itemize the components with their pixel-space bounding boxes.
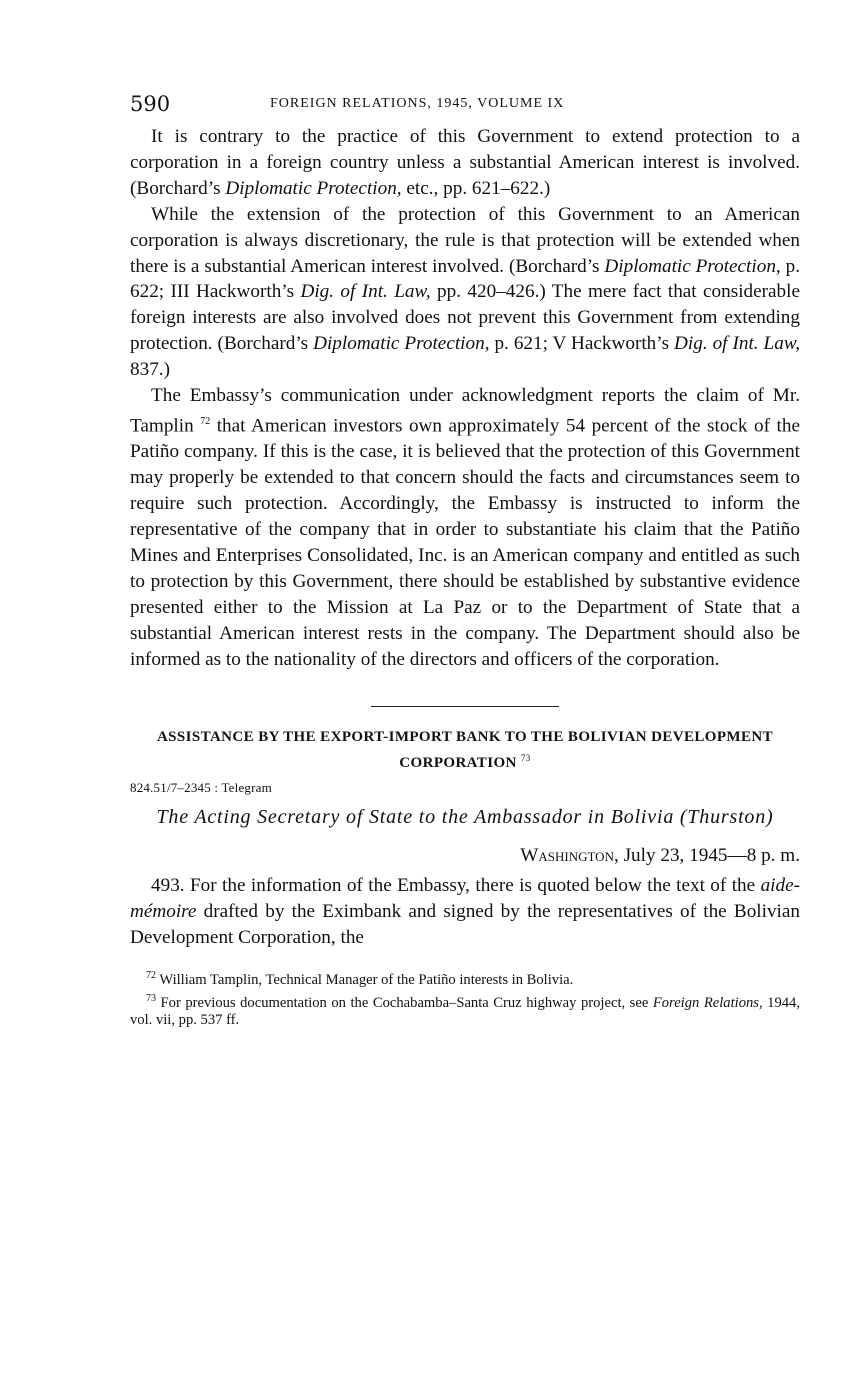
dateline-date: , July 23, 1945—8 p. m.	[613, 845, 800, 867]
text-run: While the extension of the protection of this Government to an American corporation is always discretionary, the rule is that protection will be extended when there is a substantial American interest involved. (Borchard’s	[130, 203, 800, 277]
text-run: etc., pp. 621–622.)	[401, 177, 551, 199]
text-run: 1944, vol. vii, pp. 537 ff.	[130, 994, 800, 1028]
paragraph	[130, 124, 800, 202]
footnote-marker: 73	[520, 753, 531, 764]
section-heading-text: ASSISTANCE BY THE EXPORT-IMPORT BANK TO THE BOLIVIAN DEVELOPMENT CORPORATION	[156, 729, 774, 772]
paragraph	[130, 383, 800, 672]
footnote	[130, 967, 800, 989]
footnote-marker: 72	[200, 415, 211, 427]
footnotes	[130, 967, 800, 1029]
document-title: The Acting Secretary of State to the Ambassador in Bolivia (Thurston)	[156, 806, 774, 829]
document-page	[130, 88, 800, 1029]
italic-text: Foreign Relations,	[652, 994, 763, 1011]
page-number: 590	[130, 92, 171, 116]
section-heading	[130, 727, 800, 774]
body-text	[130, 124, 800, 672]
text-run: p. 621; V Hackworth’s	[489, 333, 675, 355]
dateline	[130, 845, 800, 867]
text-run: The Embassy’s communication under acknowledgment reports the claim of Mr. Tamplin	[130, 385, 800, 437]
italic-text: Dig. of Int. Law,	[674, 333, 800, 355]
text-run: It is contrary to the practice of this Government to extend protection to a corporation in a foreign country unless a substantial American interest is involved. (Borchard’s	[130, 126, 800, 199]
italic-text: aide-mémoire	[130, 875, 800, 923]
text-run: drafted by the Eximbank and signed by the representatives of the Bolivian Development Corporation, the	[130, 901, 800, 949]
footnote-marker: 72	[146, 970, 156, 982]
text-run: 837.)	[130, 359, 170, 381]
running-header	[130, 88, 800, 122]
telegram-paragraph	[130, 873, 800, 951]
text-run: 493. For the information of the Embassy, there is quoted below the text of the	[151, 875, 761, 897]
footnote	[130, 990, 800, 1030]
file-reference: 824.51/7–2345 : Telegram	[130, 780, 272, 796]
paragraph	[130, 202, 800, 383]
italic-text: Diplomatic Protection,	[225, 177, 402, 199]
telegram-body	[130, 873, 800, 951]
running-title: FOREIGN RELATIONS, 1945, VOLUME IX	[270, 96, 565, 111]
footnote-marker: 73	[146, 992, 156, 1004]
italic-text: Dig. of Int. Law,	[300, 281, 431, 303]
text-run: For previous documentation on the Cochabamba–Santa Cruz highway project, see	[156, 994, 653, 1011]
text-run: that American investors own approximately 54 percent of the stock of the Patiño company. If this is the case, it is believed that the protection of this Government may properly be extended to that concern should the facts and circumstances seem to require such protection. Accordingly, the Embassy is instructed to inform the representative of the company that in order to substantiate his claim that the Patiño Mines and Enterprises Consolidated, Inc. is an American company and entitled as such to protection by this Government, there should be established by substantive evidence presented either to the Mission at La Paz or to the Department of State that a substantial American interest rests in the company. The Department should also be informed as to the nationality of the directors and officers of the corporation.	[130, 415, 800, 670]
italic-text: Diplomatic Protection,	[313, 333, 490, 355]
text-run: pp. 420–426.) The mere fact that considerable foreign interests are also involved does not prevent this Government from extending protection. (Borchard’s	[130, 281, 800, 355]
italic-text: Diplomatic Protection,	[604, 255, 781, 277]
dateline-place: Washington	[520, 845, 614, 867]
text-run: p. 622; III Hackworth’s	[130, 255, 800, 303]
text-run: William Tamplin, Technical Manager of the Patiño interests in Bolivia.	[156, 972, 574, 988]
section-divider	[371, 706, 559, 707]
